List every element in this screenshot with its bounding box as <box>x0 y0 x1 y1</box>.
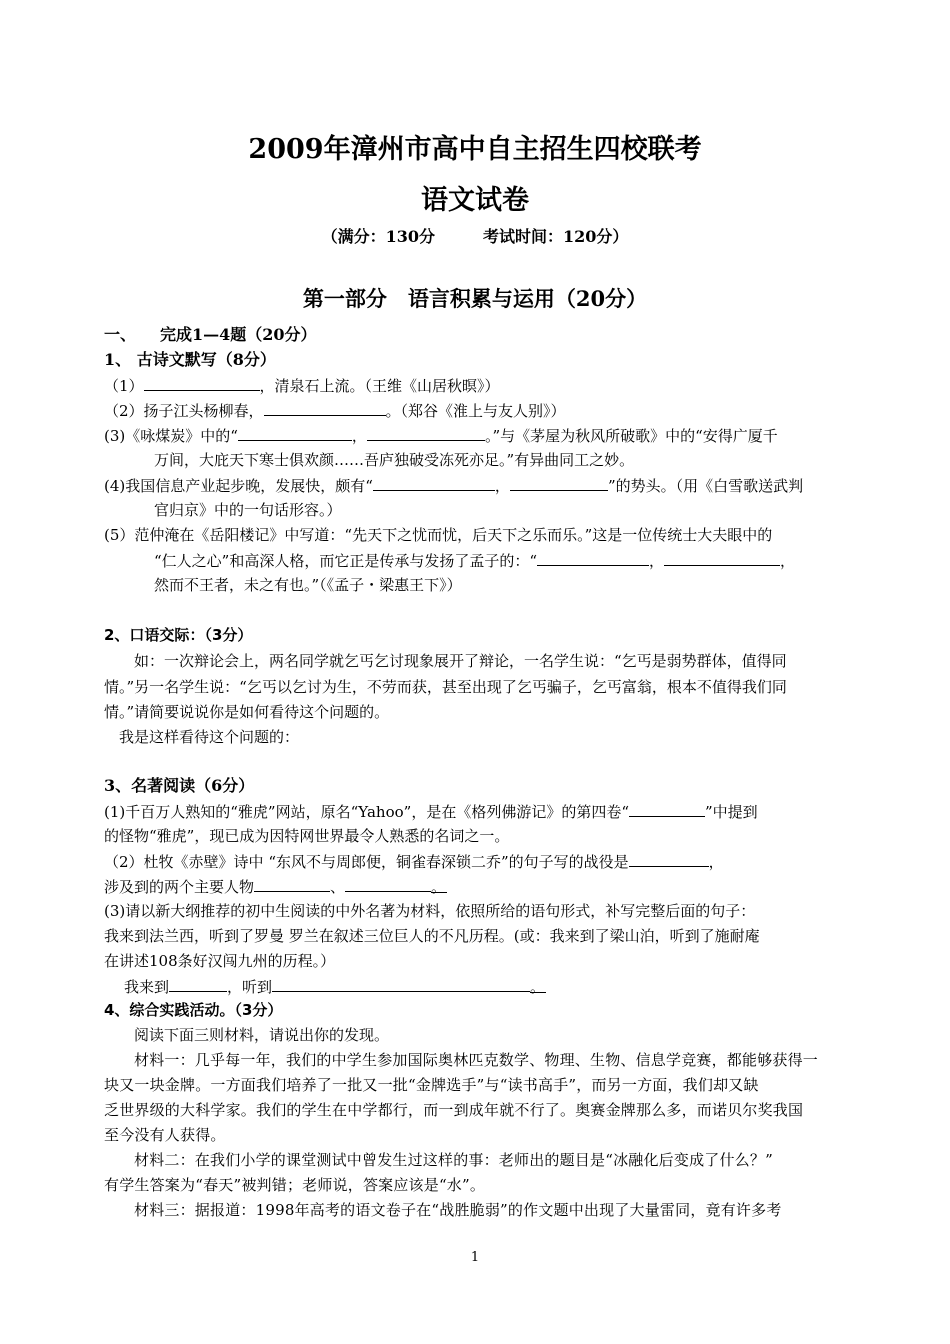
q1-item-3-text: (3)《咏煤炭》中的“ <box>104 427 238 445</box>
material-1-line-1: 材料一：几乎每一年，我们的中学生参加国际奥林匹克数学、物理、生物、信息学竞赛，都能够获得一 <box>134 1051 819 1069</box>
q3-item-2-end: 。 <box>431 878 447 896</box>
q3-item-3: (3)请以新大纲推荐的初中生阅读的中外名著为材料，依照所给的语句形式，补写完整后面的句子： <box>104 902 756 920</box>
answer-blank[interactable] <box>629 851 709 867</box>
q2-answer-prompt: 我是这样看待这个问题的： <box>119 728 300 746</box>
answer-blank[interactable] <box>345 876 431 892</box>
exam-subtitle: 语文试卷 <box>421 185 529 216</box>
answer-blank[interactable] <box>373 475 495 491</box>
q3-item-2-people: 涉及到的两个主要人物 <box>104 878 255 896</box>
q2-heading: 2、口语交际：（3分） <box>104 626 253 644</box>
q1-item-2-text: （2）扬子江头杨柳春， <box>104 402 264 420</box>
q1-item-3-cont: 万间，大庇天下寒士俱欢颜……吾庐独破受冻死亦足。”有异曲同工之妙。 <box>154 451 635 469</box>
q3-item-1-text: (1)千百万人熟知的“雅虎”网站，原名“Yahoo”，是在《格列佛游记》的第四卷“ <box>104 803 629 821</box>
exam-meta: （满分：130分 考试时间：120分） <box>321 227 629 246</box>
q3-item-2-sep: 、 <box>330 878 346 896</box>
answer-blank[interactable] <box>254 876 330 892</box>
answer-blank[interactable] <box>629 801 705 817</box>
q1-item-3-tail: 。”与《茅屋为秋风所破歌》中的“安得广厦千 <box>484 427 778 445</box>
material-1-line-3: 乏世界级的大科学家。我们的学生在中学都行，而一到成年就不行了。奥赛金牌那么多，而诺贝尔奖我国 <box>104 1101 804 1119</box>
q1-item-2 <box>104 400 566 421</box>
q2-line-3: 情。”请简要说说你是如何看待这个问题的。 <box>104 703 390 721</box>
q3-item-3-line3: 在讲述108条好汉闯九州的历程。） <box>104 952 336 970</box>
q1-item-5-text: “仁人之心”和高深人格，而它正是传承与发扬了孟子的：“ <box>154 552 538 570</box>
q1-item-4-cont: 官归京》中的一句话形容。） <box>154 501 342 519</box>
section-heading: 一、 完成1—4题（20分） <box>104 325 317 344</box>
material-2-line-2: 有学生答案为“春天”被判错；老师说，答案应该是“水”。 <box>104 1176 486 1194</box>
q4-intro: 阅读下面三则材料，请说出你的发现。 <box>134 1026 390 1044</box>
page-number: 1 <box>470 1250 480 1265</box>
q3-item-2-comma: ， <box>708 853 724 871</box>
q1-item-5-cont2: 然而不王者，未之有也。”（《孟子・梁惠王下》） <box>154 576 462 594</box>
q1-heading: 1、 古诗文默写（8分） <box>104 350 276 369</box>
material-3-line-1: 材料三：据报道：1998年高考的语文卷子在“战胜脆弱”的作文题中出现了大量雷同，竟有许多考 <box>134 1201 782 1219</box>
answer-blank[interactable] <box>367 425 485 441</box>
part-heading: 第一部分 语言积累与运用（20分） <box>302 286 648 311</box>
q3-item-1-tail: ”中提到 <box>705 803 758 821</box>
answer-blank[interactable] <box>272 976 530 992</box>
answer-blank[interactable] <box>238 425 352 441</box>
q1-item-5-cont <box>154 550 795 571</box>
q1-item-3 <box>104 425 778 446</box>
q3-answer-prefix: 我来到 <box>124 978 170 996</box>
q1-item-5-sep: ， <box>649 552 665 570</box>
q3-answer-mid: ，听到 <box>227 978 273 996</box>
q1-item-3-sep: ， <box>351 427 367 445</box>
q3-heading: 3、名著阅读（6分） <box>104 776 255 795</box>
q1-item-4-tail: ”的势头。（用《白雪歌送武判 <box>607 477 804 495</box>
answer-blank[interactable] <box>537 550 649 566</box>
material-1-line-4: 至今没有人获得。 <box>104 1126 226 1144</box>
q1-item-5-end: ， <box>780 552 796 570</box>
q1-item-1 <box>104 375 500 396</box>
q3-item-3-line2: 我来到法兰西，听到了罗曼 罗兰在叙述三位巨人的不凡历程。(或：我来到了梁山泊，听到了施耐庵 <box>104 927 760 945</box>
material-1-line-2: 块又一块金牌。一方面我们培养了一批又一批“金牌选手”与“读书高手”，而另一方面，我们却又缺 <box>104 1076 759 1094</box>
q4-heading: 4、综合实践活动。（3分） <box>104 1001 283 1019</box>
material-2-line-1: 材料二：在我们小学的课堂测试中曾发生过这样的事：老师出的题目是“冰融化后变成了什么？” <box>134 1151 773 1169</box>
answer-blank[interactable] <box>664 550 780 566</box>
q3-item-1 <box>104 801 758 822</box>
q3-answer-end: 。 <box>530 978 546 996</box>
q2-line-1: 如：一次辩论会上，两名同学就乞丐乞讨现象展开了辩论，一名学生说：“乞丐是弱势群体，值得同 <box>134 652 787 670</box>
q1-item-4-text: (4)我国信息产业起步晚，发展快，颇有“ <box>104 477 373 495</box>
q3-item-2-text: （2）杜牧《赤壁》诗中 “东风不与周郎便，铜雀春深锁二乔”的句子写的战役是 <box>104 853 629 871</box>
answer-blank[interactable] <box>510 475 608 491</box>
q3-item-2-cont <box>104 876 447 897</box>
answer-blank[interactable] <box>264 400 386 416</box>
q1-item-1-text: ，清泉石上流。（王维《山居秋暝》） <box>259 377 500 395</box>
answer-blank[interactable] <box>169 976 227 992</box>
q3-item-1-cont: 的怪物“雅虎”，现已成为因特网世界最令人熟悉的名词之一。 <box>104 827 510 845</box>
q1-item-1-label: （1） <box>104 377 144 395</box>
q1-item-2-source: 。（郑谷《淮上与友人别》） <box>385 402 566 420</box>
answer-blank[interactable] <box>144 375 260 391</box>
q1-item-4 <box>104 475 803 496</box>
q1-item-5: (5）范仲淹在《岳阳楼记》中写道：“先天下之忧而忧，后天下之乐而乐。”这是一位传统士大夫眼中的 <box>104 526 773 544</box>
q3-item-3-answer <box>124 976 546 997</box>
exam-title: 2009年漳州市高中自主招生四校联考 <box>248 134 702 165</box>
q2-line-2: 情。”另一名学生说：“乞丐以乞讨为生，不劳而获，甚至出现了乞丐骗子，乞丐富翁，根本不值得我们同 <box>104 678 787 696</box>
q3-item-2 <box>104 851 724 872</box>
q1-item-4-sep: ， <box>494 477 510 495</box>
